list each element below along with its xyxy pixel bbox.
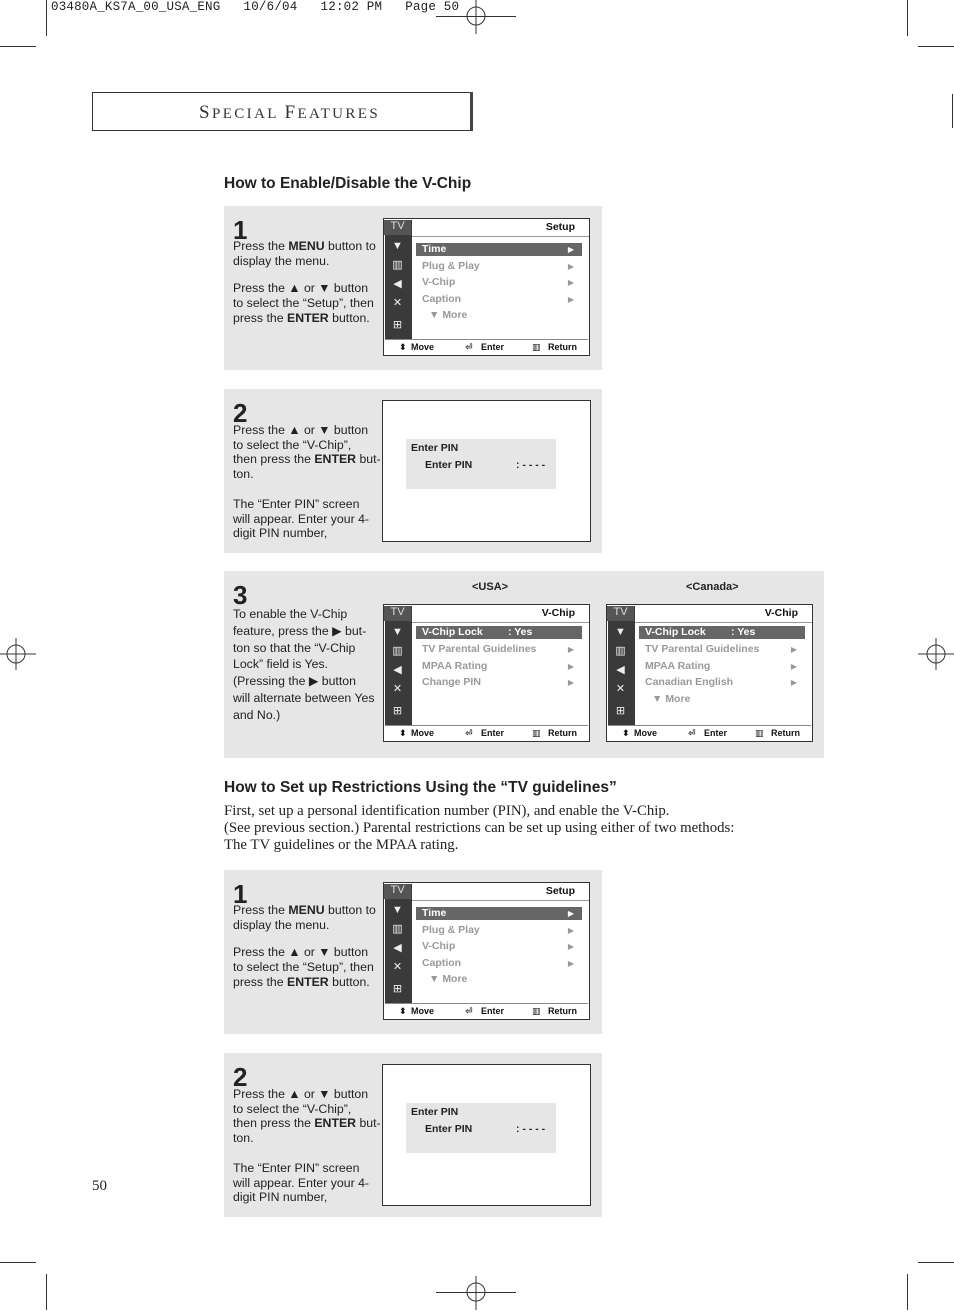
divider [412,900,589,901]
menu-item-time[interactable]: Time ▶ [416,243,582,256]
pin-dialog [406,1103,556,1153]
arrow-right-icon: ▶ [567,645,574,654]
menu-item-tv-parental[interactable]: TV Parental Guidelines ▶ [645,643,797,655]
crop-mark [907,1274,908,1310]
step-2-panel [224,389,602,553]
antenna-icon: ✕ [392,297,403,309]
menu-title: V-Chip [541,607,575,619]
menu-more[interactable]: ▼ More [429,309,468,321]
enter-pin-screen [382,1064,591,1206]
menu-item-plug-play[interactable]: Plug & Play ▶ [422,924,574,936]
arrow-right-icon: ▶ [567,909,574,918]
crop-mark [0,46,36,47]
setup-icon: ⊞ [392,319,403,331]
menu-item-caption[interactable]: Caption ▶ [422,957,574,969]
picture-icon: ▼ [392,626,403,638]
menu-item-vchip-lock[interactable]: V-Chip Lock : Yes [639,626,805,639]
setup-menu-screen [383,218,590,356]
pin-title: Enter PIN [411,442,459,454]
arrow-right-icon: ▶ [567,662,574,671]
picture-icon: ▼ [392,904,403,916]
arrow-right-icon: ▶ [567,245,574,254]
return-icon: ▥ [755,728,764,738]
pin-input[interactable]: : - - - - [516,459,546,471]
arrow-right-icon: ▶ [567,278,574,287]
step-3-panel [224,571,824,758]
pin-label: Enter PIN [425,1123,473,1135]
step-text: Press the ▲ or ▼ button to select the “V-Chip”, then press the ENTER but- ton. The “Enter PIN” screen will appear. Enter your 4- digit PIN number, [233,423,381,541]
crop-mark [46,0,47,36]
arrow-right-icon: ▶ [567,926,574,935]
arrow-down-icon: ▼ [429,309,443,321]
menu-item-caption[interactable]: Caption ▶ [422,293,574,305]
menu-item-time[interactable]: Time ▶ [416,907,582,920]
sound-bars-icon: ▥ [392,645,403,657]
menu-item-mpaa[interactable]: MPAA Rating ▶ [645,660,797,672]
step-number: 3 [233,580,248,610]
return-icon: ▥ [532,1006,541,1016]
menu-item-vchip[interactable]: V-Chip ▶ [422,276,574,288]
crop-mark [918,1262,954,1263]
crop-mark [918,46,954,47]
move-icon: ⬍ [622,728,630,738]
enter-icon: ⏎ [465,342,473,352]
speaker-icon: ◀ [393,278,402,290]
tv-label: TV [384,220,411,235]
menu-item-canadian-english[interactable]: Canadian English ▶ [645,676,797,688]
tv-label: TV [607,606,634,621]
step-number: 2 [233,398,248,428]
arrow-right-icon: ▶ [790,678,797,687]
crop-mark [46,1274,47,1310]
print-header: 03480A_KS7A_00_USA_ENG 10/6/04 12:02 PM Page 50 [51,0,460,14]
setup-menu-screen [383,882,590,1020]
pin-dialog [406,439,556,489]
move-icon: ⬍ [399,1006,407,1016]
menu-title: Setup [545,221,575,233]
arrow-down-icon: ▼ [429,973,443,985]
setup-icon: ⊞ [615,705,626,717]
arrow-right-icon: ▶ [567,295,574,304]
sound-bars-icon: ▥ [615,645,626,657]
arrow-right-icon: ▶ [790,662,797,671]
step-1-panel [224,206,602,370]
enter-icon: ⏎ [465,728,473,738]
antenna-icon: ✕ [392,683,403,695]
section-title-shadow [470,92,473,131]
section-title: SPECIAL FEATURES [199,102,381,123]
step-1-panel-repeat [224,870,602,1034]
step-text: Press the ▲ or ▼ button to select the “V-Chip”, then press the ENTER but- ton. The “Enter PIN” screen will appear. Enter your 4- digit PIN number, [233,1087,381,1205]
step-text: To enable the V-Chip feature, press the ▶ but- ton so that the “V-Chip Lock” field is Yes. (Pressing the ▶ button will alternate between Yes and No.) [233,607,375,722]
picture-icon: ▼ [392,240,403,252]
intro-paragraph: First, set up a personal identification number (PIN), and enable the V-Chip. (See previous section.) Parental restrictions can be set up using either of two methods: The TV guidelines or the MPAA rating. [224,803,735,853]
move-icon: ⬍ [399,342,407,352]
menu-item-tv-parental[interactable]: TV Parental Guidelines ▶ [422,643,574,655]
divider [412,236,589,237]
page-number: 50 [92,1178,107,1194]
sound-bars-icon: ▥ [392,259,403,271]
setup-icon: ⊞ [392,705,403,717]
menu-title: Setup [545,885,575,897]
picture-icon: ▼ [615,626,626,638]
divider [635,622,812,623]
menu-item-vchip[interactable]: V-Chip ▶ [422,940,574,952]
menu-item-vchip-lock[interactable]: V-Chip Lock : Yes [416,626,582,639]
arrow-right-icon: ▶ [567,678,574,687]
registration-mark-icon [914,634,954,674]
speaker-icon: ◀ [393,664,402,676]
menu-footer: ⬍ Move ⏎ Enter ▥ Return [385,1003,588,1018]
tv-label: TV [384,606,411,621]
divider [412,622,589,623]
heading-tv-guidelines: How to Set up Restrictions Using the “TV guidelines” [224,779,617,796]
menu-footer: ⬍ Move ⏎ Enter ▥ Return [608,725,811,740]
section-title-box [92,92,472,131]
crop-mark [0,1262,36,1263]
enter-icon: ⏎ [465,1006,473,1016]
move-icon: ⬍ [399,728,407,738]
menu-item-change-pin[interactable]: Change PIN ▶ [422,676,574,688]
return-icon: ▥ [532,728,541,738]
return-icon: ▥ [532,342,541,352]
crop-mark [952,94,953,128]
region-label-usa: <USA> [472,581,509,593]
setup-icon: ⊞ [392,983,403,995]
vchip-menu-canada [606,604,813,742]
speaker-icon: ◀ [393,942,402,954]
arrow-right-icon: ▶ [567,942,574,951]
antenna-icon: ✕ [615,683,626,695]
enter-pin-screen [382,400,591,542]
arrow-right-icon: ▶ [567,959,574,968]
step-text: Press the MENU button to display the menu. Press the ▲ or ▼ button to select the “Setup”, then press the ENTER button. [233,903,376,989]
pin-label: Enter PIN [425,459,473,471]
pin-input[interactable]: : - - - - [516,1123,546,1135]
menu-footer: ⬍ Move ⏎ Enter ▥ Return [385,725,588,740]
registration-mark-icon [0,634,40,674]
crop-mark [907,0,908,36]
step-2-panel-repeat [224,1053,602,1217]
region-label-canada: <Canada> [686,581,739,593]
antenna-icon: ✕ [392,961,403,973]
menu-more[interactable]: ▼ More [429,973,468,985]
vchip-menu-usa [383,604,590,742]
step-text: Press the MENU button to display the menu. Press the ▲ or ▼ button to select the “Setup”, then press the ENTER button. [233,239,376,325]
arrow-down-icon: ▼ [652,693,666,705]
pin-title: Enter PIN [411,1106,459,1118]
step-number: 1 [233,879,248,909]
arrow-right-icon: ▶ [567,262,574,271]
menu-title: V-Chip [764,607,798,619]
step-number: 1 [233,215,248,245]
menu-item-mpaa[interactable]: MPAA Rating ▶ [422,660,574,672]
speaker-icon: ◀ [616,664,625,676]
arrow-right-icon: ▶ [790,645,797,654]
registration-mark-icon [456,0,496,40]
registration-mark-icon [456,1272,496,1312]
heading-enable-vchip: How to Enable/Disable the V-Chip [224,175,472,192]
menu-more[interactable]: ▼ More [652,693,691,705]
menu-footer: ⬍ Move ⏎ Enter ▥ Return [385,339,588,354]
menu-item-plug-play[interactable]: Plug & Play ▶ [422,260,574,272]
enter-icon: ⏎ [688,728,696,738]
step-number: 2 [233,1062,248,1092]
tv-label: TV [384,884,411,899]
sound-bars-icon: ▥ [392,923,403,935]
